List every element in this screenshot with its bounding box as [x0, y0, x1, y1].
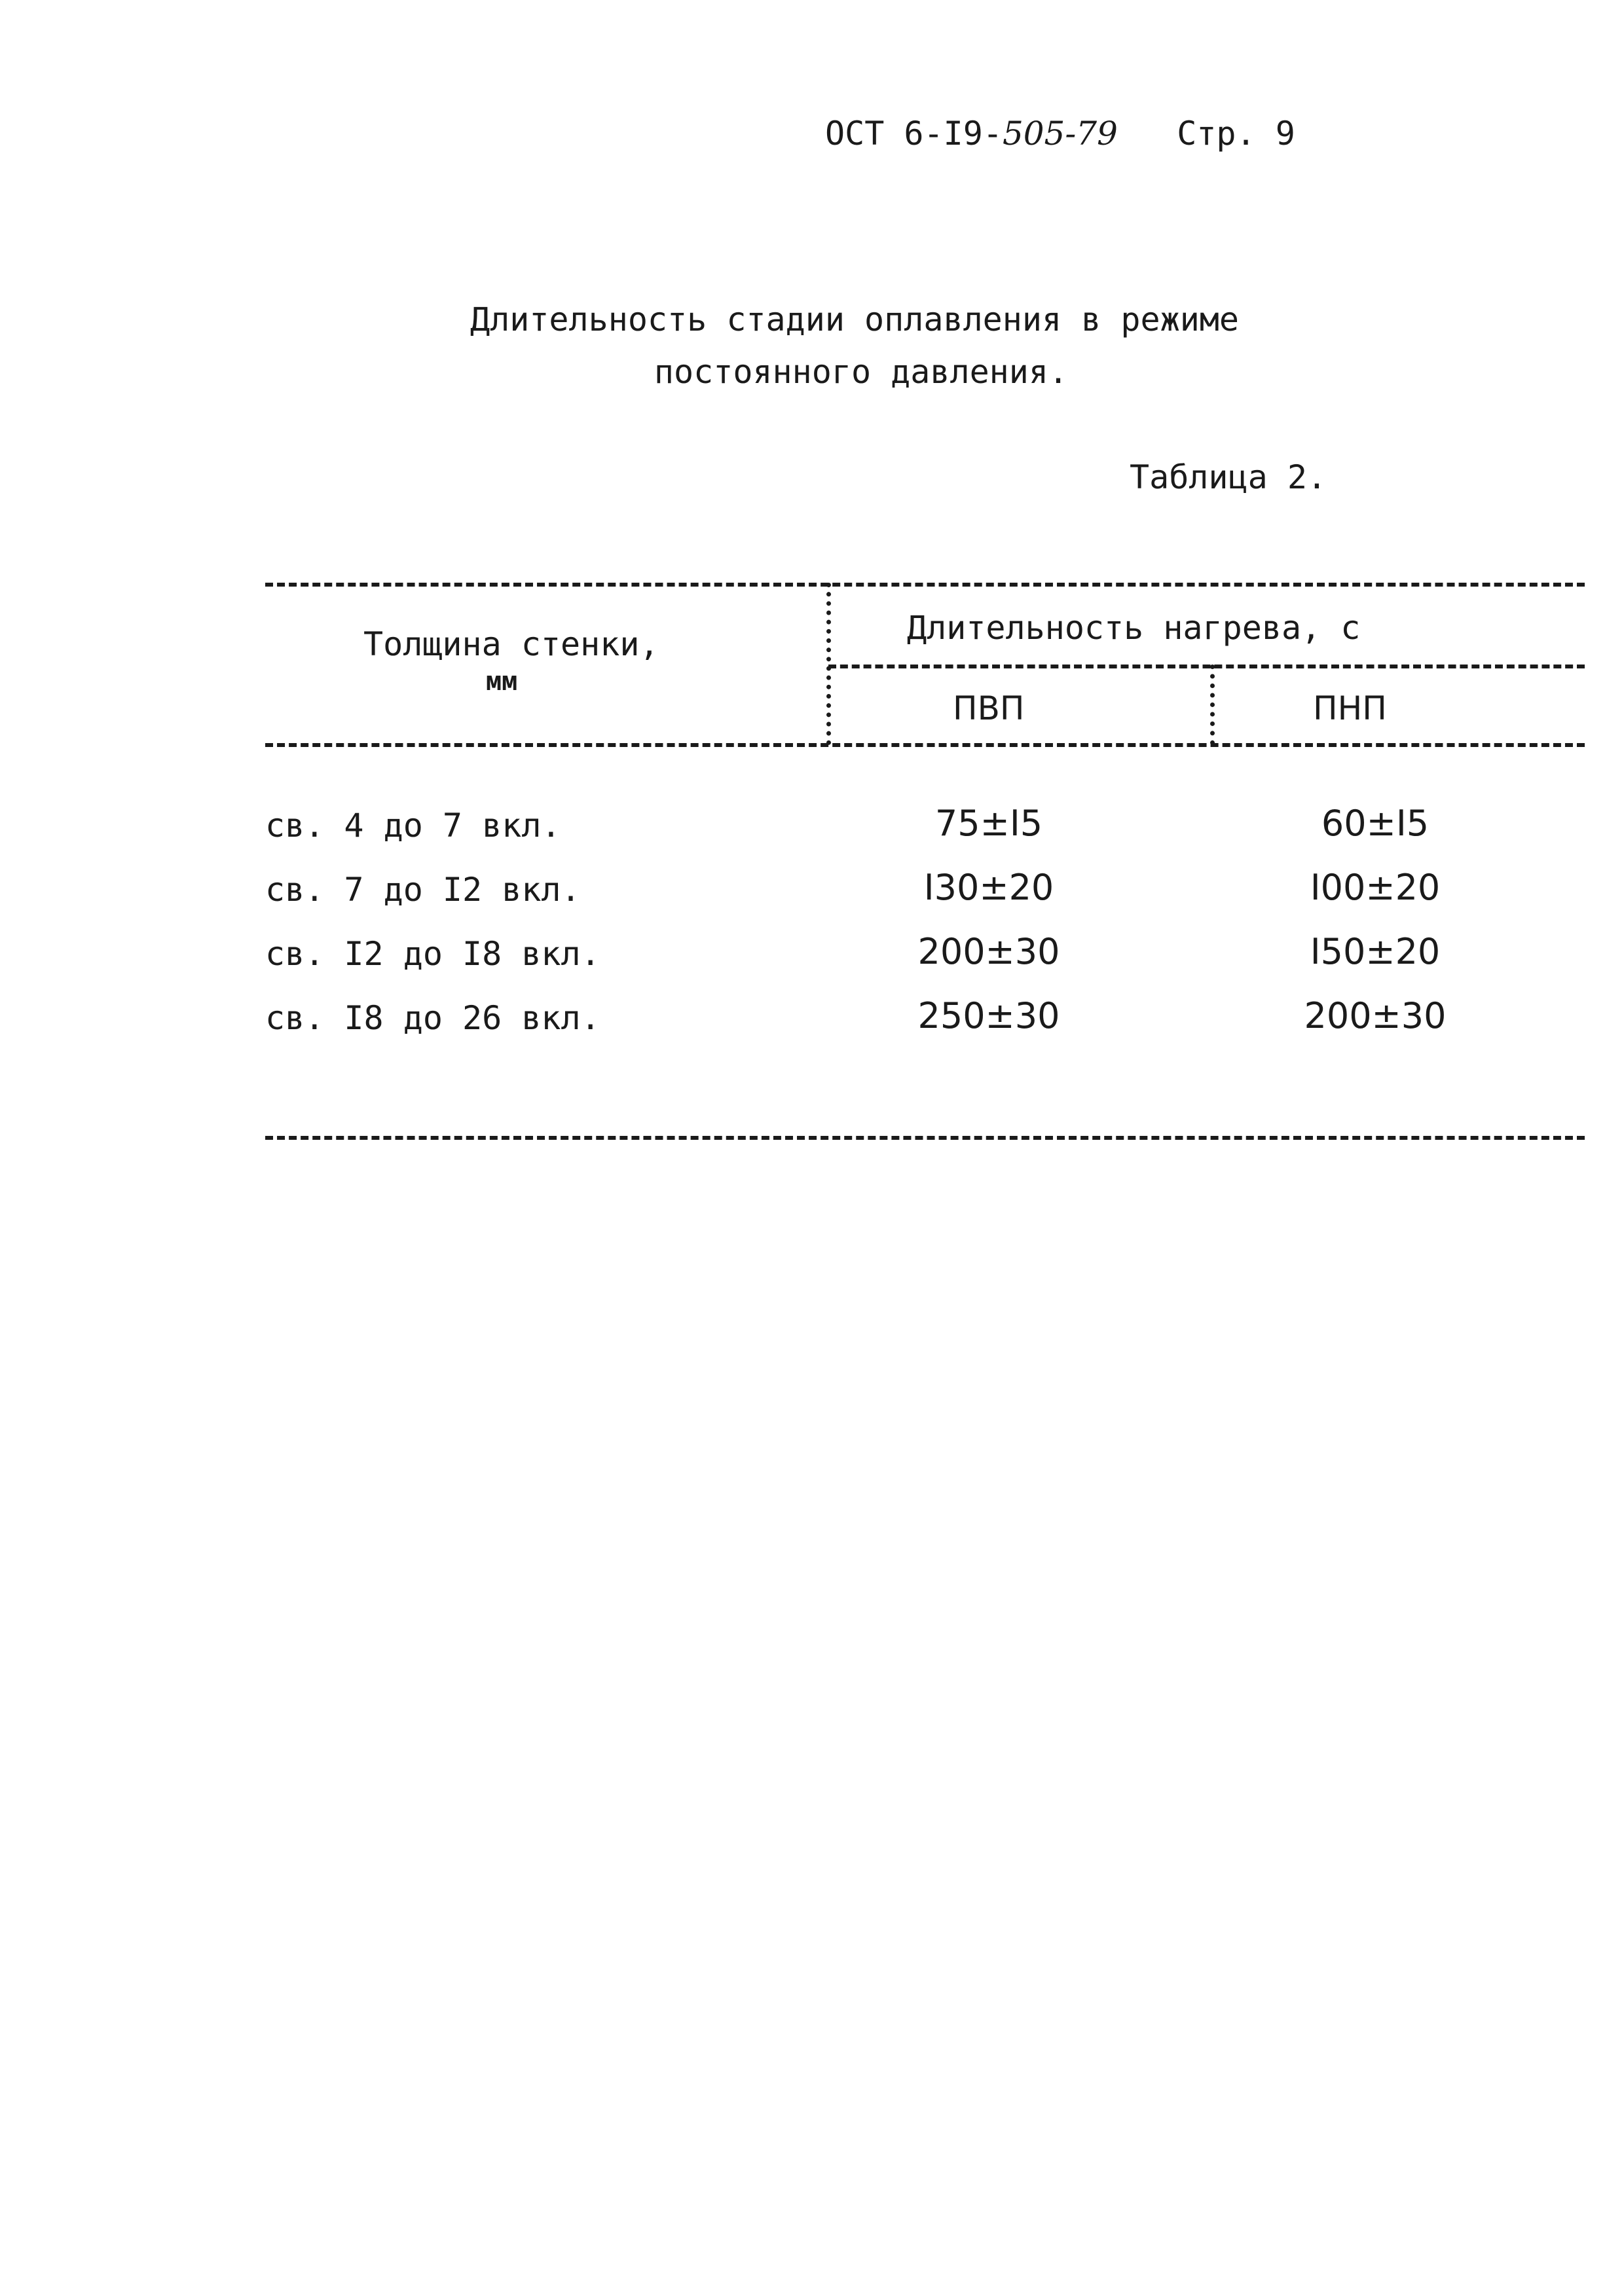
document-code-number: 505-79	[1002, 115, 1118, 153]
document-code	[825, 115, 1295, 153]
table-row-label: св. 4 до 7 вкл.	[265, 807, 561, 845]
column-divider-2	[1210, 665, 1215, 745]
title-line-1: Длительность стадии оплавления в режиме	[470, 301, 1239, 338]
table-cell-pnp: I00±20	[1310, 867, 1441, 908]
page-title	[0, 293, 1624, 398]
sub-header-pnp: ПНП	[1313, 689, 1387, 727]
sub-header-pvp: ПВП	[953, 689, 1025, 727]
table-cell-pnp: 60±I5	[1321, 803, 1430, 844]
page-number: Стр. 9	[1177, 115, 1295, 153]
group-header-rule	[828, 665, 1585, 668]
table-bottom-rule	[265, 1136, 1585, 1140]
table-row-label: св. I8 до 26 вкл.	[265, 999, 600, 1037]
col-header-thickness: Толщина стенки,	[363, 625, 659, 663]
title-line-2: постоянного давления.	[654, 353, 1069, 391]
table-label: Таблица 2.	[1130, 458, 1327, 496]
table-cell-pvp: I30±20	[923, 867, 1054, 908]
table-cell-pvp: 200±30	[917, 931, 1060, 972]
table-top-rule	[265, 583, 1585, 587]
table-cell-pnp: I50±20	[1310, 931, 1441, 972]
col-header-thickness-unit: мм	[486, 666, 518, 697]
table-cell-pvp: 75±I5	[934, 803, 1043, 844]
table-cell-pnp: 200±30	[1304, 995, 1447, 1036]
table-row-label: св. 7 до I2 вкл.	[265, 871, 581, 909]
table-cell-pvp: 250±30	[917, 995, 1060, 1036]
document-code-prefix: ОСТ 6-I9-	[825, 115, 1003, 153]
group-header-heating-duration: Длительность нагрева, с	[907, 609, 1361, 647]
header-bottom-rule	[265, 743, 1585, 747]
table-row-label: св. I2 до I8 вкл.	[265, 935, 600, 973]
column-divider-1	[826, 583, 831, 745]
